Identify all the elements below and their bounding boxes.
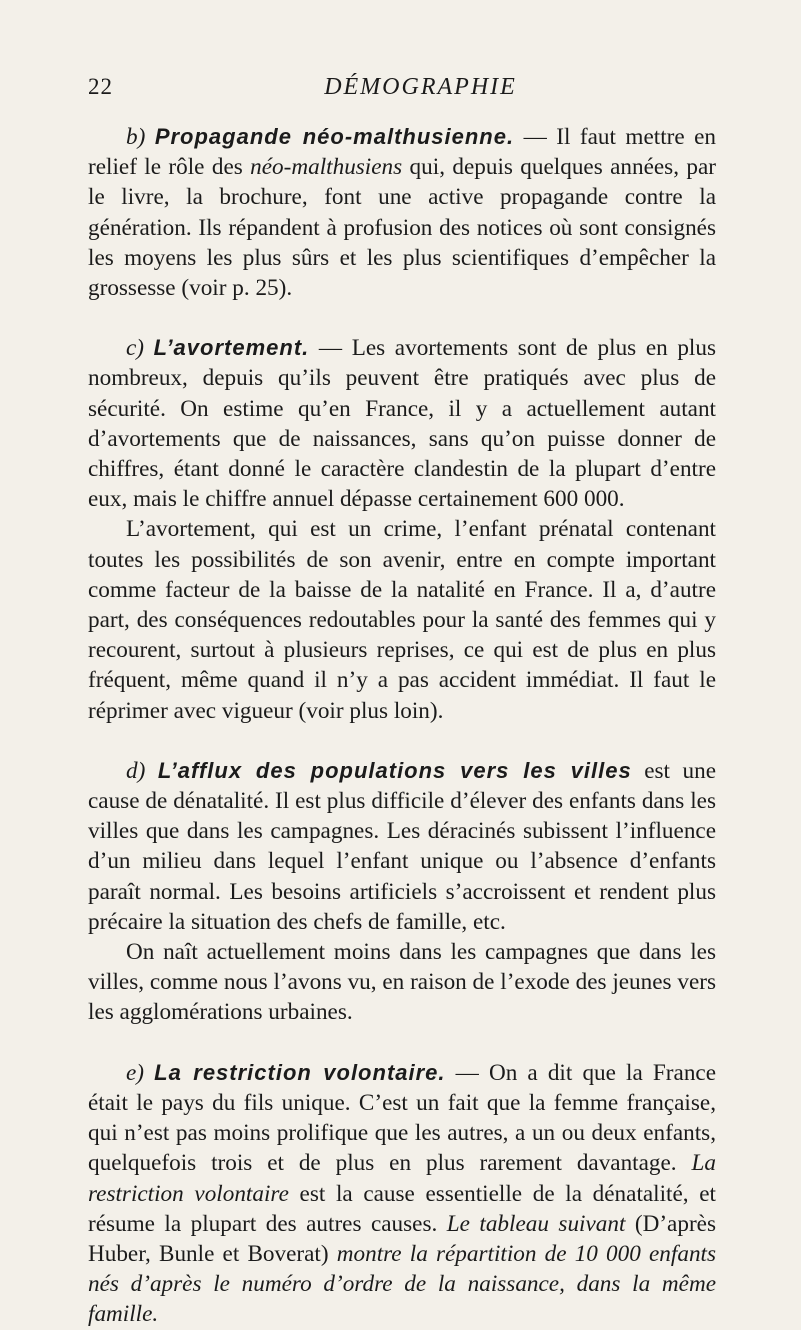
- section-c-paragraph: c) L’avortement. — Les avortements sont de plus en plus nombreux, depuis qu’ils peuvent être pratiqués avec plus de sécurité. On estime qu’en France, il y a actuellement autant d’avortements que de naissances, sans qu’on puisse donner de chiffres, étant donné le caractère clandestin de la plupart d’entre eux, mais le chiffre annuel dépasse certainement 600 000.: [88, 335, 716, 513]
- section-d-paragraph: d) L’afflux des populations vers les villes est une cause de dénatalité. Il est plus difficile d’élever des enfants dans les villes que dans les campagnes. Les déracinés subissent l’influence d’un milieu dans lequel l’enfant unique ou l’absence d’enfants paraît normal. Les besoins artificiels s’accroissent et rendent plus précaire la situation des chefs de famille, etc.: [88, 757, 716, 935]
- section-heading: Propagande néo-malthusienne.: [154, 124, 515, 149]
- section-d-paragraph-2: On naît actuellement moins dans les campagnes que dans les villes, comme nous l’avons vu, en raison de l’exode des jeunes vers les agglomérations urbaines.: [88, 939, 716, 1026]
- section-heading: L’afflux des populations vers les villes: [157, 757, 632, 783]
- section-letter: c): [126, 335, 145, 362]
- section-e-paragraph: e) La restriction volontaire. — On a dit que la France était le pays du fils unique. C’est un fait que la femme française, qui n’est pas moins prolifique que les autres, a un ou deux enfants, quelquefois trois et de plus en plus rarement davantage. La restriction volontaire est la cause essentielle de la dénatalité, et résume la plupart des autres causes. Le tableau suivant (D’après Huber, Bunle et Boverat) montre la répartition de 10 000 enfants nés d’après le numéro d’ordre de la naissance, dans la même famille.: [88, 1059, 716, 1328]
- section-letter: b): [126, 124, 146, 150]
- section-c-paragraph-2: L’avortement, qui est un crime, l’enfant prénatal contenant toutes les possibilités de son avenir, entre en compte important comme facteur de la baisse de la natalité en France. Il a, d’autre part, des conséquences redoutables pour la santé des femmes qui y recourent, surtout à plusieurs reprises, ce qui est de plus en plus fréquent, même quand il n’y a pas accident immédiat. Il faut le réprimer avec vigueur (voir plus loin).: [88, 516, 716, 724]
- body-text: [88, 122, 716, 1330]
- section-heading: L’avortement.: [153, 335, 310, 361]
- section-b-paragraph: b) Propagande néo-malthusienne. — Il faut mettre en relief le rôle des néo-malthusiens qui, depuis quelques années, par le livre, la brochure, font une active propagande contre la génération. Ils répandent à profusion des notices où sont consignés les moyens les plus sûrs et les plus scientifiques d’empêcher la grossesse (voir p. 25).: [88, 124, 717, 302]
- running-title: DÉMOGRAPHIE: [324, 74, 517, 100]
- page-number: 22: [88, 74, 113, 99]
- section-letter: d): [126, 757, 146, 784]
- section-heading: La restriction volontaire.: [154, 1059, 446, 1085]
- section-letter: e): [126, 1059, 145, 1086]
- page-header: [88, 74, 713, 110]
